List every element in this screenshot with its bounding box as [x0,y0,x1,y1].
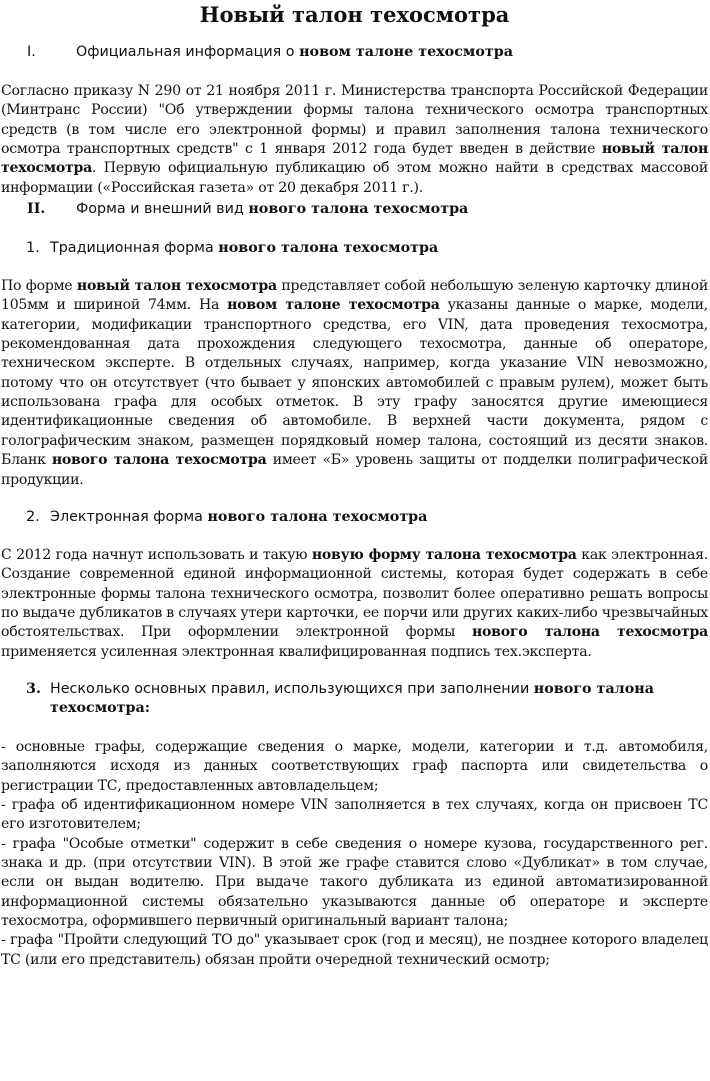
section-number: II. [27,201,46,218]
rule-item-general: - основные графы, содержащие сведения о марке, модели, категории и т.д. автомобиля, заполняются исходя из данных соответствующих граф паспорта или свидетельства о регистрации ТС, предоставленных автовладельцем; [1,738,708,794]
subsection-number: 2. [26,508,40,525]
section-heading-2 [1,200,708,219]
subsection-number: 3. [26,680,41,697]
subsection-heading-2 [1,508,708,527]
rule-item-special-marks: - графа "Особые отметки" содержит в себе сведения о номере кузова, государственного рег. знака и др. (при отсутствии VIN). В этой же графе ставится слово «Дубликат» в том случае, если он выдан водителю. При выдаче такого дубликата из единой автоматизированной информационной системы обязательно указываются данные об операторе и эксперте техосмотра, оформившего первичный оригинальный вариант талона; [1,835,708,929]
rule-item-vin: - графа об идентификационном номере VIN заполняется в тех случаях, когда он присвоен ТС его изготовителем; [1,796,708,833]
section-title: Официальная информация о новом талоне техосмотра [76,44,513,60]
document-title: Новый талон техосмотра [199,2,510,27]
section-title: Форма и внешний вид нового талона техосмотра [76,201,469,218]
paragraph-intro: Согласно приказу N 290 от 21 ноября 2011 г. Министерства транспорта Российской Федерации (Минтранс России) "Об утверждении формы талона технического осмотра транспортных средств (в том числе его электронной формы) и правил заполнения талона технического осмотра транспортных средств" с 1 января 2012 года будет введен в действие новый талон техосмотра. Первую официальную публикацию об этом можно найти в средствах массовой информации («Российская газета» от 20 декабря 2011 г.). [1,83,709,196]
paragraph-electronic-form: С 2012 года начнут использовать и такую новую форму талона техосмотра как электронная. Создание современной единой информационной системы, которая будет содержать в себе электронные формы талона технического осмотра, позволит более оперативно решать вопросы по выдаче дубликатов в случаях утери карточки, ее порчи или других каких-либо чрезвычайных обстоятельствах. При оформлении электронной формы нового талона техосмотра применяется усиленная электронная квалифицированная подпись тех.эксперта. [1,546,709,660]
subsection-title: Традиционная форма нового талона техосмотра [50,240,439,257]
rule-item-next-inspection: - графа "Пройти следующий ТО до" указывает срок (год и месяц), не позднее которого владелец ТС (или его представитель) обязан пройти очередной технический осмотр; [1,932,708,968]
subsection-heading-1 [1,239,708,258]
paragraph-traditional-form: По форме новый талон техосмотра представляет собой небольшую зеленую карточку длиной 105мм и шириной 74мм. На новом талоне техосмотра указаны данные о марке, модели, категории, модификации транспортного средства, его VIN, дата проведения техосмотра, рекомендованная дата прохождения следующего техосмотра, данные об операторе, техническом эксперте. В отдельных случаях, например, когда указание VIN невозможно, потому что он отсутствует (что бывает у японских автомобилей с правым рулем), может быть использована графа для особых отметок. В эту графу заносятся другие имеющиеся идентификационные сведения об автомобиле. В верхней части документа, рядом с голографическим знаком, размещен порядковый номер талона, состоящий из десяти знаков. Бланк нового талона техосмотра имеет «Б» уровень защиты от подделки полиграфической продукции. [1,278,709,488]
subsection-heading-3 [1,680,708,718]
section-heading-1 [1,43,708,62]
subsection-number: 1. [26,240,40,257]
subsection-title: Электронная форма нового талона техосмотра [50,508,428,525]
subsection-title: Несколько основных правил, использующихся при заполнении нового талона техосмотра: [50,680,655,716]
section-number: I. [27,44,36,60]
